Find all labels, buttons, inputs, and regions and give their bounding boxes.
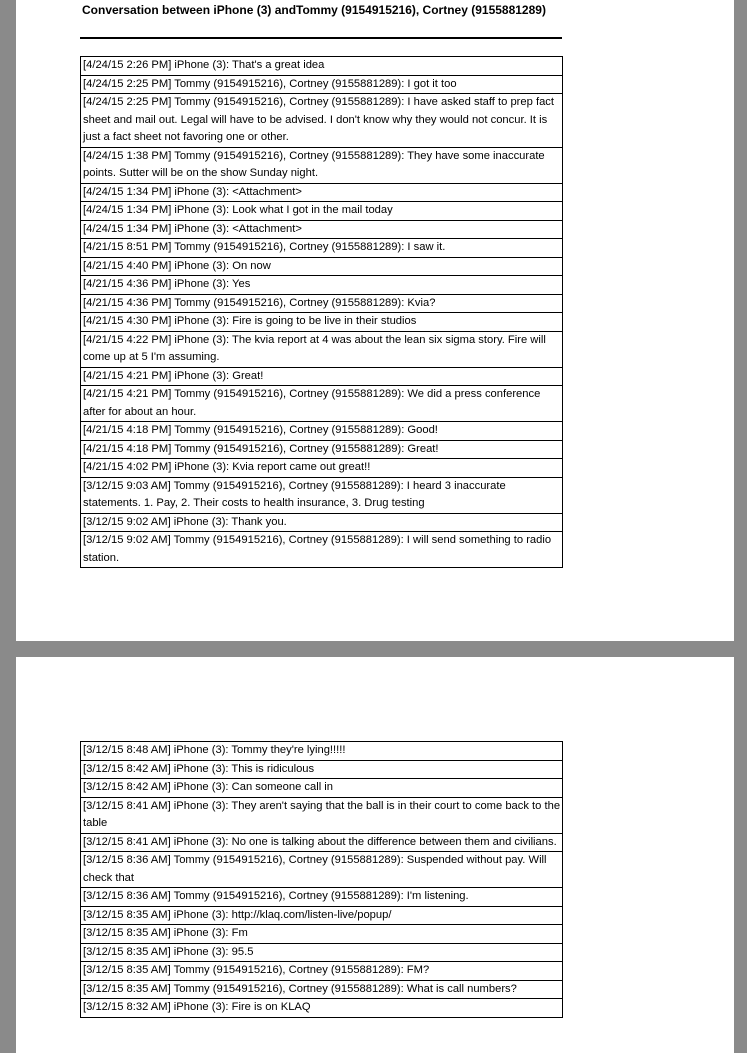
message-row (81, 147, 563, 183)
message-text: [3/12/15 8:36 AM] Tommy (9154915216), Cortney (9155881289): Suspended without pay. Will check that (81, 852, 563, 888)
message-row (81, 75, 563, 94)
message-row (81, 925, 563, 944)
message-row (81, 57, 563, 76)
page-2 (16, 657, 734, 1053)
message-text: [4/24/15 2:25 PM] Tommy (9154915216), Cortney (9155881289): I got it too (81, 75, 563, 94)
message-row (81, 906, 563, 925)
message-row (81, 313, 563, 332)
message-row (81, 276, 563, 295)
message-row (81, 220, 563, 239)
message-text: [3/12/15 8:35 AM] iPhone (3): Fm (81, 925, 563, 944)
message-row (81, 999, 563, 1018)
message-text: [4/21/15 4:18 PM] Tommy (9154915216), Cortney (9155881289): Good! (81, 422, 563, 441)
message-row (81, 459, 563, 478)
message-text: [4/21/15 4:36 PM] Tommy (9154915216), Cortney (9155881289): Kvia? (81, 294, 563, 313)
message-text: [4/21/15 4:22 PM] iPhone (3): The kvia report at 4 was about the lean six sigma story. Fire will come up at 5 I'm assuming. (81, 331, 563, 367)
message-row (81, 94, 563, 148)
message-text: [4/21/15 4:18 PM] Tommy (9154915216), Cortney (9155881289): Great! (81, 440, 563, 459)
message-text: [3/12/15 9:03 AM] Tommy (9154915216), Cortney (9155881289): I heard 3 inaccurate statements. 1. Pay, 2. Their costs to health insurance, 3. Drug testing (81, 477, 563, 513)
message-text: [3/12/15 8:35 AM] Tommy (9154915216), Cortney (9155881289): FM? (81, 962, 563, 981)
message-text: [3/12/15 8:48 AM] iPhone (3): Tommy they're lying!!!!! (81, 742, 563, 761)
page-1 (16, 0, 734, 641)
message-text: [3/12/15 8:36 AM] Tommy (9154915216), Cortney (9155881289): I'm listening. (81, 888, 563, 907)
message-text: [3/12/15 8:41 AM] iPhone (3): No one is talking about the difference between them and civilians. (81, 833, 563, 852)
message-text: [4/21/15 4:02 PM] iPhone (3): Kvia report came out great!! (81, 459, 563, 478)
message-text: [3/12/15 8:42 AM] iPhone (3): Can someone call in (81, 779, 563, 798)
message-row (81, 532, 563, 568)
message-row (81, 513, 563, 532)
message-row (81, 257, 563, 276)
message-text: [3/12/15 8:35 AM] iPhone (3): http://klaq.com/listen-live/popup/ (81, 906, 563, 925)
message-row (81, 962, 563, 981)
message-text: [3/12/15 8:41 AM] iPhone (3): They aren't saying that the ball is in their court to come back to the table (81, 797, 563, 833)
message-row (81, 440, 563, 459)
message-row (81, 852, 563, 888)
message-text: [4/21/15 4:21 PM] iPhone (3): Great! (81, 367, 563, 386)
message-text: [3/12/15 8:42 AM] iPhone (3): This is ridiculous (81, 760, 563, 779)
message-row (81, 797, 563, 833)
title-underline (80, 37, 562, 39)
message-text: [4/24/15 1:34 PM] iPhone (3): <Attachment> (81, 183, 563, 202)
message-text: [3/12/15 9:02 AM] iPhone (3): Thank you. (81, 513, 563, 532)
message-row (81, 183, 563, 202)
message-row (81, 760, 563, 779)
message-row (81, 294, 563, 313)
message-row (81, 386, 563, 422)
message-text: [4/24/15 1:34 PM] iPhone (3): <Attachment> (81, 220, 563, 239)
message-row (81, 202, 563, 221)
message-row (81, 943, 563, 962)
message-table-page-1 (80, 56, 563, 568)
message-text: [4/21/15 8:51 PM] Tommy (9154915216), Cortney (9155881289): I saw it. (81, 239, 563, 258)
message-text: [4/24/15 2:25 PM] Tommy (9154915216), Cortney (9155881289): I have asked staff to prep fact sheet and mail out. Legal will have to be advised. I don't know why they would not concur. It is just a fact sheet not favoring one or other. (81, 94, 563, 148)
message-text: [3/12/15 8:35 AM] Tommy (9154915216), Cortney (9155881289): What is call numbers? (81, 980, 563, 999)
message-text: [3/12/15 9:02 AM] Tommy (9154915216), Cortney (9155881289): I will send something to radio station. (81, 532, 563, 568)
message-text: [4/24/15 1:34 PM] iPhone (3): Look what I got in the mail today (81, 202, 563, 221)
message-row (81, 477, 563, 513)
message-row (81, 331, 563, 367)
document-title: Conversation between iPhone (3) andTommy (9154915216), Cortney (9155881289) (82, 3, 546, 17)
message-table-page-2 (80, 741, 563, 1018)
message-row (81, 422, 563, 441)
message-row (81, 888, 563, 907)
message-row (81, 742, 563, 761)
message-text: [4/21/15 4:21 PM] Tommy (9154915216), Cortney (9155881289): We did a press conference after for about an hour. (81, 386, 563, 422)
message-text: [4/21/15 4:36 PM] iPhone (3): Yes (81, 276, 563, 295)
message-row (81, 367, 563, 386)
message-row (81, 239, 563, 258)
message-row (81, 980, 563, 999)
message-text: [4/24/15 2:26 PM] iPhone (3): That's a great idea (81, 57, 563, 76)
message-text: [3/12/15 8:32 AM] iPhone (3): Fire is on KLAQ (81, 999, 563, 1018)
message-text: [4/21/15 4:40 PM] iPhone (3): On now (81, 257, 563, 276)
message-text: [4/24/15 1:38 PM] Tommy (9154915216), Cortney (9155881289): They have some inaccurate points. Sutter will be on the show Sunday night. (81, 147, 563, 183)
message-text: [4/21/15 4:30 PM] iPhone (3): Fire is going to be live in their studios (81, 313, 563, 332)
message-row (81, 779, 563, 798)
message-row (81, 833, 563, 852)
message-text: [3/12/15 8:35 AM] iPhone (3): 95.5 (81, 943, 563, 962)
